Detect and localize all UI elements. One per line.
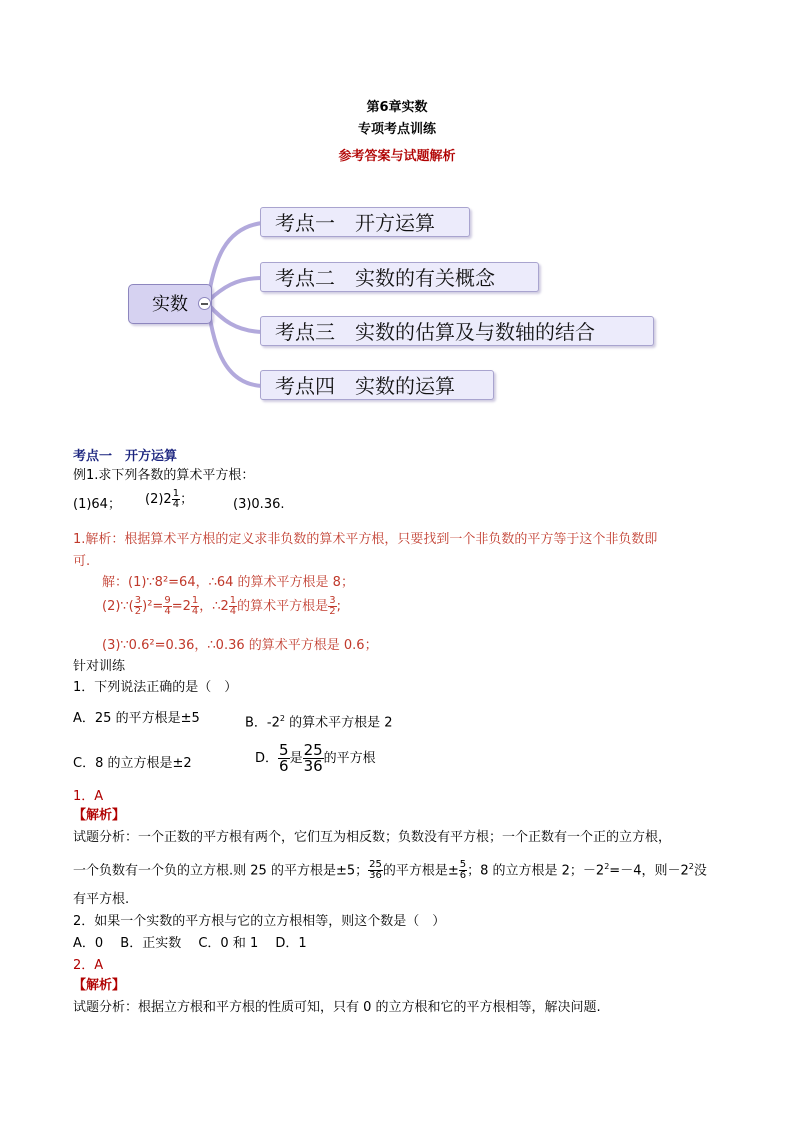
solution-3: (3)∵0.6²=0.36，∴0.36 的算术平方根是 0.6； bbox=[102, 638, 378, 653]
practice-label: 针对训练 bbox=[73, 659, 126, 674]
section-heading: 考点一 开方运算 bbox=[73, 449, 178, 464]
q2-analysis-line-1: 试题分析：根据立方根和平方根的性质可知，只有 0 的立方根和它的平方根相等，解决问题. bbox=[73, 1000, 601, 1015]
chapter-title: 第6章实数 bbox=[366, 100, 428, 115]
q1-analysis-line-3: 有平方根. bbox=[73, 892, 130, 907]
example-item-1: (1)64； bbox=[73, 497, 121, 512]
mindmap-branch-1: 考点一 开方运算 bbox=[260, 207, 470, 237]
subtitle: 专项考点训练 bbox=[357, 122, 436, 137]
q2-jiexi: 【解析】 bbox=[73, 978, 126, 993]
q1-option-a: A．25 的平方根是±5 bbox=[73, 711, 200, 726]
answer-title: 参考答案与试题解析 bbox=[338, 149, 456, 164]
q2-stem: 2．如果一个实数的平方根与它的立方根相等，则这个数是（ ） bbox=[73, 914, 446, 929]
q1-option-b: B．$-2^2$ 的算术平方根是 2 bbox=[245, 714, 393, 731]
analysis-line-2: 可. bbox=[73, 554, 91, 569]
mindmap-root: 实数 bbox=[128, 284, 212, 324]
example-item-3: (3)0.36. bbox=[233, 497, 285, 512]
q1-analysis-line-2: 一个负数有一个负的立方根.则 25 的平方根是±5； $\frac{25}{36}$ 的平方根是± $\frac{5}{6}$ ；8 的立方根是 2；$-2^2=-4$，则$-2^2$没 bbox=[73, 859, 707, 882]
q1-option-c: C．8 的立方根是±2 bbox=[73, 756, 192, 771]
q1-answer: 1．A bbox=[73, 789, 104, 804]
q2-answer: 2．A bbox=[73, 958, 104, 973]
solution-2: (2)∵( $\frac{3}{2}$ )²= $\frac{9}{4}$ =2 $\frac{1}{4}$ ，∴2 $\frac{1}{4}$ 的算术平方根是 $\frac{3}{2}$ ; bbox=[102, 595, 341, 617]
example-title: 例1.求下列各数的算术平方根： bbox=[73, 468, 255, 483]
q1-jiexi: 【解析】 bbox=[73, 808, 126, 823]
q1-option-d: D． $\frac{5}{6}$ 是 $\frac{25}{36}$ 的平方根 bbox=[255, 741, 376, 775]
q1-stem: 1．下列说法正确的是（ ） bbox=[73, 680, 238, 695]
example-item-2: (2)2 $\frac{1}{4}$ ； bbox=[145, 488, 194, 510]
mindmap-branch-2: 考点二 实数的有关概念 bbox=[260, 262, 539, 292]
analysis-line-1: 1.解析：根据算术平方根的定义求非负数的算术平方根，只要找到一个非负数的平方等于这个非负数即 bbox=[73, 532, 658, 547]
mindmap-branch-3: 考点三 实数的估算及与数轴的结合 bbox=[260, 316, 654, 346]
q2-options: A．0 B．正实数 C．0 和 1 D．1 bbox=[73, 936, 307, 951]
solution-1: 解：(1)∵8²=64，∴64 的算术平方根是 8； bbox=[102, 575, 354, 590]
collapse-icon[interactable] bbox=[198, 297, 211, 310]
q1-analysis-line-1: 试题分析：一个正数的平方根有两个，它们互为相反数；负数没有平方根；一个正数有一个正的立方根， bbox=[73, 830, 672, 845]
mindmap-branch-4: 考点四 实数的运算 bbox=[260, 370, 494, 400]
